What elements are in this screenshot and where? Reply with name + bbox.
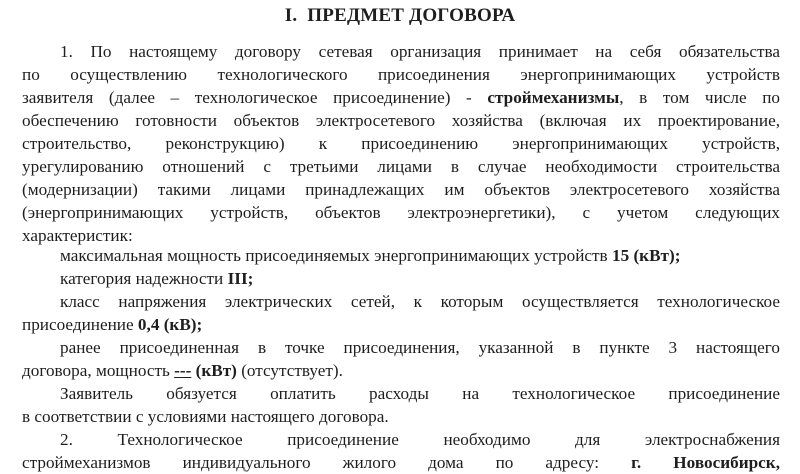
max-power-label: максимальная мощность присоединяемых энергопринимающих устройств	[60, 246, 608, 265]
clause2-line-2-text: строймеханизмов индивидуального жилого дома по адресу:	[22, 453, 599, 472]
previous-power-note: (отсутствует).	[241, 361, 343, 380]
previous-power-unit: (кВт)	[195, 361, 237, 380]
clause1-line-3-text: заявителя (далее – технологическое присоединение) -	[22, 88, 472, 107]
reliability-value: III;	[227, 269, 254, 288]
voltage-line-2	[22, 313, 780, 336]
clause1-line-6: урегулированию отношений с третьими лицами в случае необходимости строительства	[22, 157, 780, 176]
previous-power-dashes: ---	[174, 361, 192, 380]
clause2-line-2	[22, 451, 780, 474]
section-number: I.	[284, 5, 298, 26]
clause1-line-1: 1. По настоящему договору сетевая организация принимает на себя обязательства	[60, 42, 780, 61]
reliability-label: категория надежности	[60, 269, 224, 288]
payment-line-1: Заявитель обязуется оплатить расходы на технологическое присоединение	[60, 384, 780, 403]
address-city: г. Новосибирск,	[631, 453, 780, 472]
equipment-name: строймеханизмы	[487, 88, 620, 107]
clause1-line-2: по осуществлению технологического присоединения энергопринимающих устройств	[22, 65, 780, 84]
previous-power-line-2	[22, 359, 780, 382]
reliability-line	[60, 267, 780, 290]
previous-power-line-1: ранее присоединенная в точке присоединения, указанной в пункте 3 настоящего	[60, 338, 780, 357]
payment-line-2: в соответствии с условиями настоящего договора.	[22, 407, 389, 426]
previous-power-label: договора, мощность	[22, 361, 170, 380]
clause1-line-7: (модернизации) такими лицами принадлежащих им объектов электросетевого хозяйства	[22, 180, 780, 199]
voltage-line-1: класс напряжения электрических сетей, к которым осуществляется технологическое	[60, 292, 780, 311]
clause2-line-1: 2. Технологическое присоединение необходимо для электроснабжения	[60, 430, 780, 449]
clause1-line-9: характеристик:	[22, 226, 133, 245]
clause1-line-3	[22, 86, 780, 109]
section-title: ПРЕДМЕТ ДОГОВОРА	[307, 5, 516, 26]
voltage-value: 0,4 (кВ);	[137, 315, 203, 334]
clause1-line-3-tail: , в том числе по	[619, 88, 780, 107]
section-heading	[0, 5, 800, 27]
voltage-label: присоединение	[22, 315, 134, 334]
clause1-line-5: строительство, реконструкцию) к присоединению энергопринимающих устройств,	[22, 134, 780, 153]
max-power-line	[60, 244, 780, 267]
clause1-line-8: (энергопринимающих устройств, объектов электроэнергетики), с учетом следующих	[22, 203, 780, 222]
clause1-line-4: обеспечению готовности объектов электросетевого хозяйства (включая их проектирование,	[22, 111, 780, 130]
max-power-value: 15 (кВт);	[611, 246, 681, 265]
